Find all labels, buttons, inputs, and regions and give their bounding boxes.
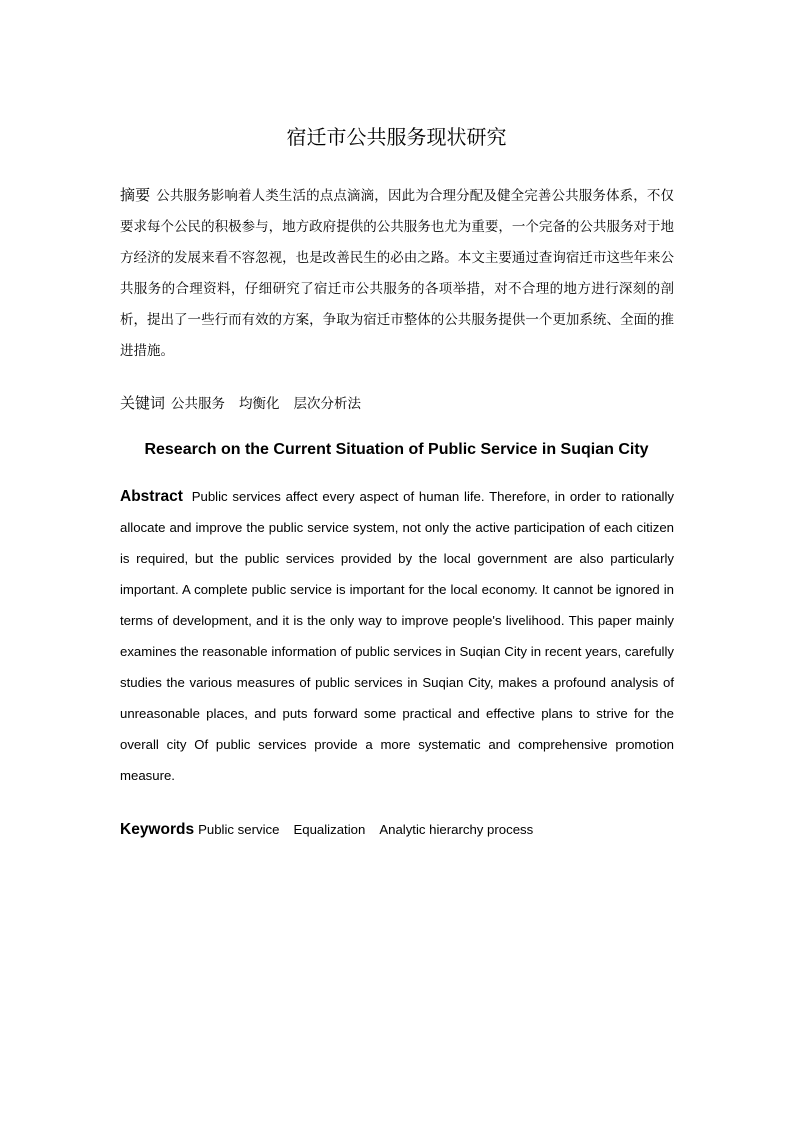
english-keyword-item: Analytic hierarchy process [379, 822, 534, 837]
chinese-abstract-label: 摘要 [120, 186, 151, 204]
english-keywords-label: Keywords [120, 821, 195, 838]
english-keywords [120, 818, 674, 842]
chinese-keywords [120, 391, 674, 416]
chinese-keyword-item: 均衡化 [239, 396, 280, 412]
english-title: Research on the Current Situation of Public Service in Suqian City [144, 441, 649, 458]
chinese-abstract-text: 公共服务影响着人类生活的点点滴滴，因此为合理分配及健全完善公共服务体系，不仅要求每个公民的积极参与，地方政府提供的公共服务也尤为重要，一个完备的公共服务对于地方经济的发展来看不容忽视，也是改善民生的必由之路。本文主要通过查询宿迁市这些年来公共服务的合理资料，仔细研究了宿迁市公共服务的各项举措，对不合理的地方进行深刻的剖析，提出了一些行而有效的方案，争取为宿迁市整体的公共服务提供一个更加系统、全面的推进措施。 [120, 188, 674, 359]
chinese-keyword-item: 层次分析法 [293, 396, 362, 412]
chinese-keywords-label: 关键词 [120, 394, 166, 412]
chinese-title: 宿迁市公共服务现状研究 [286, 125, 507, 149]
english-keyword-item: Public service [198, 822, 280, 837]
chinese-abstract [120, 180, 674, 367]
english-abstract-text: Public services affect every aspect of human life. Therefore, in order to rationally allocate and improve the public service system, not only the active participation of each citizen is required, but the public services provided by the local government are also particularly important. A complete public service is important for the local economy. It cannot be ignored in terms of development, and it is the only way to improve people's livelihood. This paper mainly examines the reasonable information of public services in Suqian City in recent years, carefully studies the various measures of public services in Suqian City, makes a profound analysis of unreasonable places, and puts forward some practical and effective plans to strive for the overall city Of public services provide a more systematic and comprehensive promotion measure. [120, 489, 674, 783]
english-keyword-item: Equalization [293, 822, 366, 837]
english-abstract [120, 481, 674, 791]
english-abstract-label: Abstract [120, 488, 183, 505]
chinese-keyword-item: 公共服务 [171, 396, 226, 412]
